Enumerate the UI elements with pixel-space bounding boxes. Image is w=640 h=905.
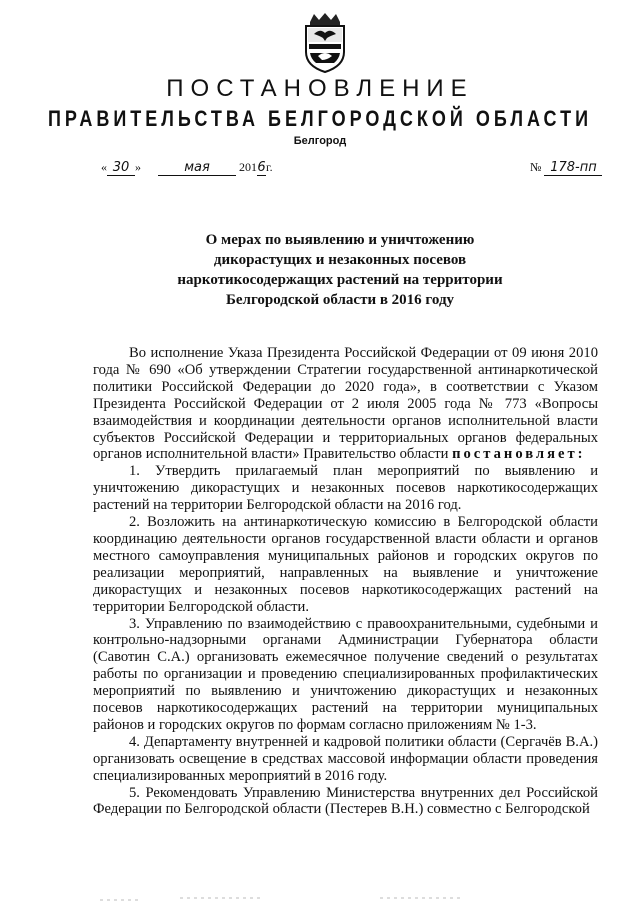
resolves-word: постановляет: — [452, 446, 586, 463]
document-heading — [140, 230, 540, 310]
document-body — [93, 345, 598, 818]
heading-line: наркотикосодержащих растений на территории — [177, 272, 503, 288]
item-2-paragraph: 2. Возложить на антинаркотическую комиссию в Белгородской области координацию деятельности органов государственной власти области и органов местного самоуправления муниципальных районов и городских округов по реализации мероприятий, направленных на выявление и уничтожение дикорастущих и незаконных посевов наркотикосодержащих растений на территории Белгородской области. — [93, 514, 598, 615]
issuing-authority: ПРАВИТЕЛЬСТВА БЕЛГОРОДСКОЙ ОБЛАСТИ — [47, 106, 593, 131]
date-year-prefix: 201 — [239, 160, 257, 174]
item-3-paragraph: 3. Управлению по взаимодействию с правоохранительными, судебными и контрольно-надзорными органами Администрации Губернатора области (Савотин С.А.) организовать ежемесячное получение сведений о результатах работы по организации и проведению специализированных профилактических мероприятий по выявлению и уничтожению дикорастущих и незаконных посевов наркотикосодержащих растений на территории муниципальных районов и городских округов по формам согласно приложениям № 1-3. — [93, 615, 598, 733]
date-month: мая — [158, 161, 236, 176]
date-close-quote: » — [135, 160, 141, 174]
document-number: 178-пп — [544, 161, 602, 176]
city-name: Белгород — [293, 135, 347, 147]
intro-text: Во исполнение Указа Президента Российской Федерации от 09 июня 2010 года № 690 «Об утверждении Стратегии государственной антинаркотической политики Российской Федерации до 2020 года», в соответствии с Указом Президента Российской Федерации от 2 июля 2005 года № 773 «Вопросы взаимодействия и координации деятельности органов исполнительной власти субъектов Российской Федерации и территориальных органов федеральных органов исполнительной власти» Правительство области — [93, 345, 598, 463]
heading-line: дикорастущих и незаконных посевов — [213, 252, 467, 268]
scan-artifacts — [0, 890, 640, 905]
heading-line: О мерах по выявлению и уничтожению — [205, 232, 475, 248]
number-label: № — [530, 160, 542, 174]
date-open-quote: « — [101, 160, 107, 174]
document-type-title: ПОСТАНОВЛЕНИЕ — [166, 75, 474, 102]
item-4-paragraph: 4. Департаменту внутренней и кадровой политики области (Сергачёв В.А.) организовать освещение в средствах массовой информации области проведения специализированных мероприятий в 2016 году. — [93, 733, 598, 784]
heading-line: Белгородской области в 2016 году — [225, 292, 455, 308]
intro-paragraph — [93, 345, 598, 463]
document-number-field — [530, 160, 602, 176]
date-year-end: г. — [266, 160, 273, 174]
coat-of-arms-emblem — [296, 12, 354, 74]
item-1-paragraph: 1. Утвердить прилагаемый план мероприятий по выявлению и уничтожению дикорастущих и незаконных посевов наркотикосодержащих растений на территории Белгородской области на 2016 год. — [93, 463, 598, 514]
date-year-suffix: 6 — [257, 160, 266, 175]
item-5-paragraph: 5. Рекомендовать Управлению Министерства внутренних дел Российской Федерации по Белгородской области (Пестерев В.Н.) совместно с Белгородской — [93, 784, 598, 818]
date-field — [101, 160, 273, 176]
date-day: 30 — [107, 161, 135, 176]
